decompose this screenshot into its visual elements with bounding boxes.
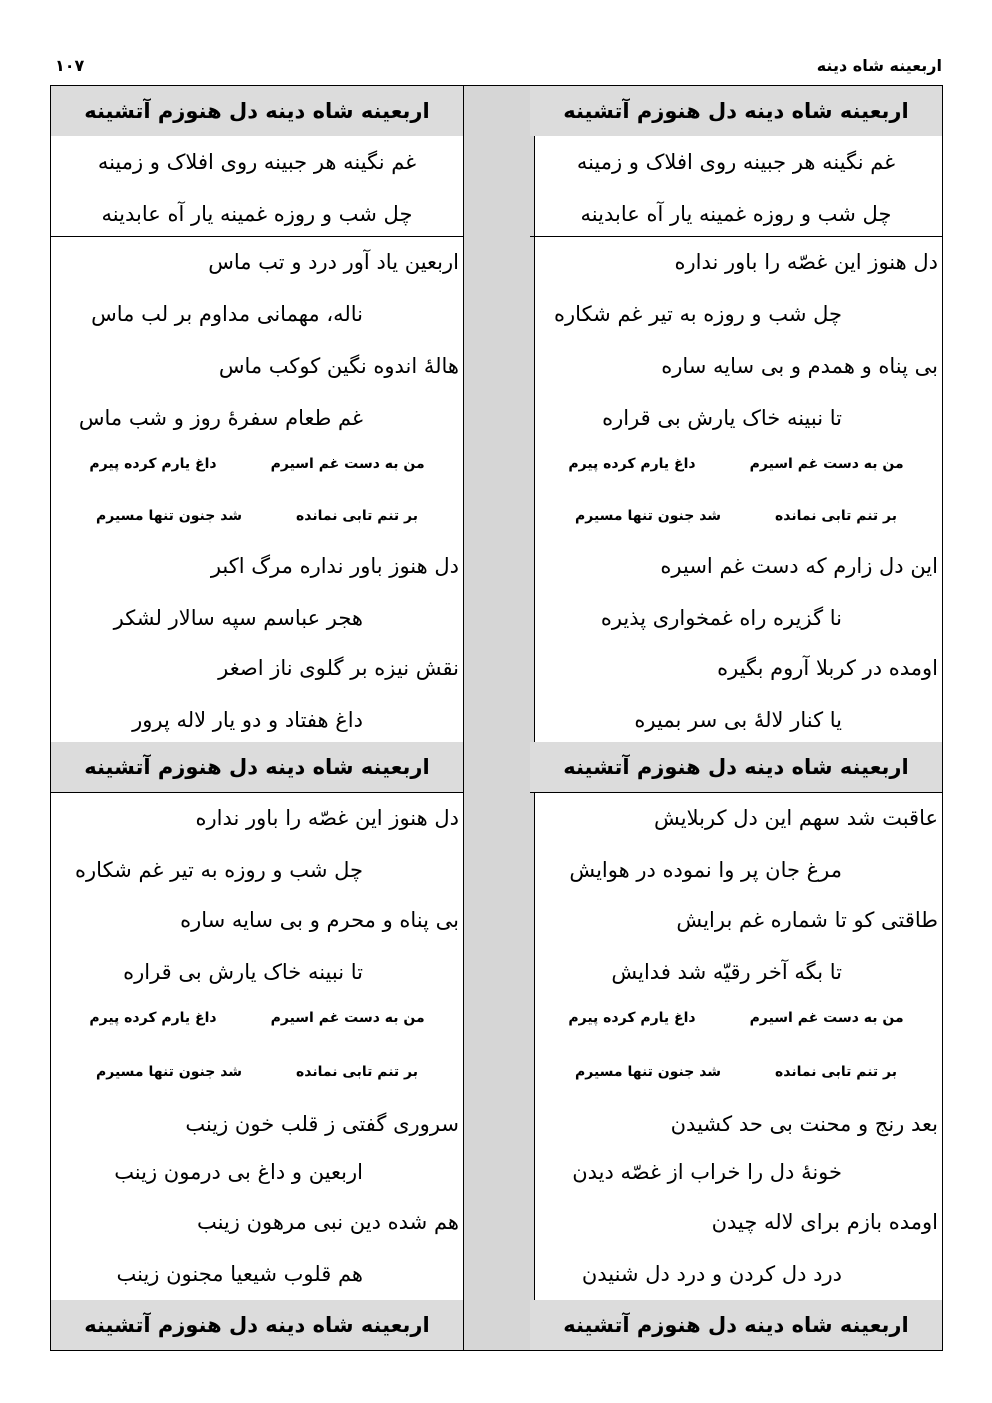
couplet-hemistich: داغ یارم کرده پیرم <box>89 1010 217 1026</box>
verse-line: تا نبینه خاک یارش بی قراره <box>123 960 363 984</box>
couplet-hemistich: بر تنم تابی نمانده <box>775 1064 898 1080</box>
couplet-hemistich: من به دست غم اسیرم <box>749 1010 904 1026</box>
center-gutter <box>463 86 535 1350</box>
couplet-hemistich: شد جنون تنها مسیرم <box>574 1064 722 1080</box>
verse-line: ناله، مهمانی مداوم بر لب ماس <box>91 302 363 326</box>
verse-line: اربعین و داغ بی درمون زینب <box>114 1160 363 1184</box>
verse-line: عاقبت شد سهم این دل کربلایش <box>653 806 938 830</box>
couplet-line <box>530 992 942 1044</box>
verse-line: غم طعام سفرهٔ روز و شب ماس <box>78 406 363 430</box>
verse-line: چل شب و روزه به تیر غم شکاره <box>554 302 842 326</box>
verse-line: هم قلوب شیعیا مجنون زینب <box>116 1262 363 1286</box>
couplet-line <box>530 438 942 490</box>
intro-line: چل شب و روزه غمینه یار آه عابدینه <box>580 202 892 226</box>
poem-frame <box>50 85 943 1351</box>
verse-line: تا نبینه خاک یارش بی قراره <box>602 406 842 430</box>
verse-line: هم شده دین نبی مرهون زینب <box>196 1210 459 1234</box>
verse-line: درد دل کردن و درد دل شنیدن <box>581 1262 842 1286</box>
couplet-hemistich: من به دست غم اسیرم <box>749 456 904 472</box>
verse-line: دل هنوز این غصّه را باور نداره <box>195 806 459 830</box>
refrain-line: اربعینه شاه دینه دل هنوزم آتشینه <box>51 742 463 792</box>
verse-line: اربعین یاد آور درد و تب ماس <box>208 250 459 274</box>
verse-line: داغ هفتاد و دو یار لاله پرور <box>132 708 363 732</box>
verse-line: نا گزیره راه غمخواری پذیره <box>600 606 842 630</box>
intro-line: چل شب و روزه غمینه یار آه عابدینه <box>101 202 413 226</box>
verse-line: چل شب و روزه به تیر غم شکاره <box>75 858 363 882</box>
verse-line: هالهٔ اندوه نگین کوکب ماس <box>218 354 459 378</box>
couplet-line <box>51 438 463 490</box>
verse-line: سروری گفتی ز قلب خون زینب <box>185 1112 459 1136</box>
couplet-hemistich: بر تنم تابی نمانده <box>775 508 898 524</box>
couplet-hemistich: من به دست غم اسیرم <box>270 456 425 472</box>
couplet-line <box>530 490 942 542</box>
couplet-hemistich: من به دست غم اسیرم <box>270 1010 425 1026</box>
couplet-hemistich: بر تنم تابی نمانده <box>296 1064 419 1080</box>
verse-line: هجر عباسم سپه سالار لشکر <box>113 606 363 630</box>
right-column <box>530 86 942 1350</box>
verse-line: نقش نیزه بر گلوی ناز اصغر <box>218 656 459 680</box>
couplet-line <box>51 992 463 1044</box>
left-column <box>51 86 463 1350</box>
verse-line: بی پناه و محرم و بی سایه ساره <box>180 908 459 932</box>
couplet-hemistich: شد جنون تنها مسیرم <box>95 1064 243 1080</box>
verse-line: خونهٔ دل را خراب از غصّه دیدن <box>572 1160 842 1184</box>
page-number: ۱۰۷ <box>55 56 85 75</box>
verse-line: این دل زارم که دست غم اسیره <box>660 554 938 578</box>
couplet-line <box>51 490 463 542</box>
verse-line: تا بگه آخر رقیّه شد فدایش <box>611 960 842 984</box>
verse-line: اومده بازم برای لاله چیدن <box>711 1210 938 1234</box>
couplet-hemistich: بر تنم تابی نمانده <box>296 508 419 524</box>
verse-line: طاقتی کو تا شماره غم برایش <box>676 908 938 932</box>
verse-line: یا کنار لالهٔ بی سر بمیره <box>634 708 842 732</box>
couplet-hemistich: داغ یارم کرده پیرم <box>568 1010 696 1026</box>
refrain-line: اربعینه شاه دینه دل هنوزم آتشینه <box>51 86 463 136</box>
couplet-hemistich: شد جنون تنها مسیرم <box>574 508 722 524</box>
verse-line: مرغ جان پر وا نموده در هوایش <box>569 858 842 882</box>
refrain-line: اربعینه شاه دینه دل هنوزم آتشینه <box>530 1300 942 1350</box>
intro-line: غم نگینه هر جبینه روی افلاک و زمینه <box>576 150 896 174</box>
refrain-line: اربعینه شاه دینه دل هنوزم آتشینه <box>51 1300 463 1350</box>
verse-line: دل هنوز باور نداره مرگ اکبر <box>210 554 459 578</box>
couplet-hemistich: شد جنون تنها مسیرم <box>95 508 243 524</box>
verse-line: بی پناه و همدم و بی سایه ساره <box>661 354 938 378</box>
couplet-line <box>51 1046 463 1098</box>
refrain-line: اربعینه شاه دینه دل هنوزم آتشینه <box>530 86 942 136</box>
intro-line: غم نگینه هر جبینه روی افلاک و زمینه <box>97 150 417 174</box>
couplet-line <box>530 1046 942 1098</box>
verse-line: اومده در کربلا آروم بگیره <box>717 656 938 680</box>
couplet-hemistich: داغ یارم کرده پیرم <box>568 456 696 472</box>
verse-line: بعد رنج و محنت بی حد کشیدن <box>670 1112 938 1136</box>
couplet-hemistich: داغ یارم کرده پیرم <box>89 456 217 472</box>
page-header-title: اربعینه شاه دینه <box>816 56 942 75</box>
refrain-line: اربعینه شاه دینه دل هنوزم آتشینه <box>530 742 942 792</box>
verse-line: دل هنوز این غصّه را باور نداره <box>674 250 938 274</box>
